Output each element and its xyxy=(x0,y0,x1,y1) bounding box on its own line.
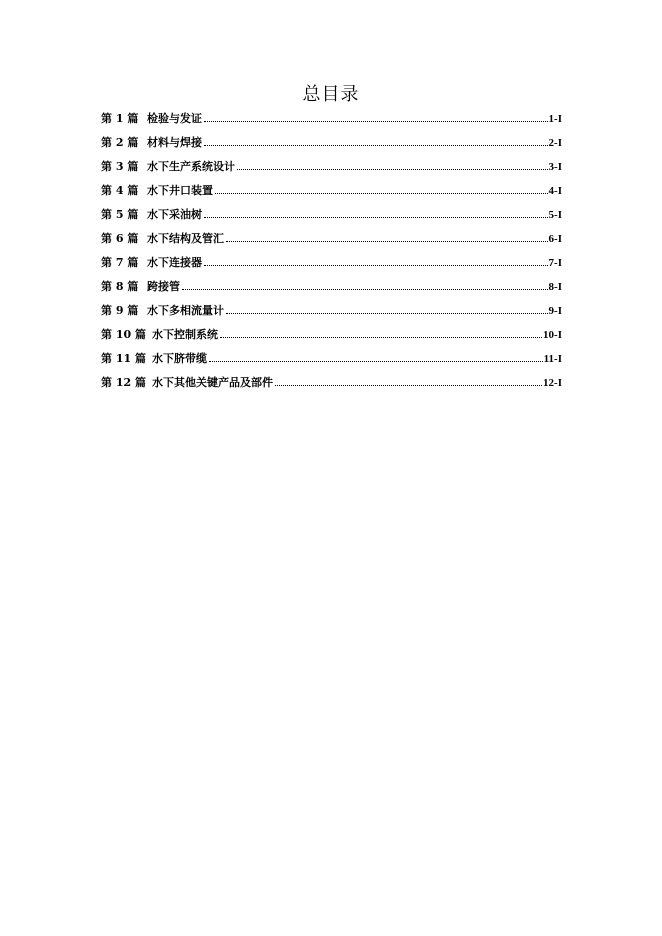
dot-leader xyxy=(182,288,548,290)
dot-leader xyxy=(204,264,548,266)
toc-part-number: 第 3 篇 xyxy=(101,160,139,173)
toc-page-number: 2-I xyxy=(548,137,562,149)
toc-entry-title: 水下采油树 xyxy=(147,208,202,221)
toc-page-number: 10-I xyxy=(543,329,562,341)
toc-part-number: 第 4 篇 xyxy=(101,184,139,197)
toc-part-number: 第 9 篇 xyxy=(101,304,139,317)
toc-part-number: 第 5 篇 xyxy=(101,208,139,221)
toc-page-number: 5-I xyxy=(548,209,562,221)
toc-entry-title: 水下井口装置 xyxy=(147,184,213,197)
toc-page-number: 9-I xyxy=(548,305,562,317)
toc-entry[interactable] xyxy=(101,278,562,302)
toc-page-number: 3-I xyxy=(548,161,562,173)
toc-entry-title: 材料与焊接 xyxy=(147,136,202,149)
toc-page-number: 6-I xyxy=(548,233,562,245)
toc-entry[interactable] xyxy=(101,374,562,398)
toc-entry-title: 检验与发证 xyxy=(147,112,202,125)
dot-leader xyxy=(215,192,548,194)
toc-page-number: 11-I xyxy=(543,353,562,365)
toc-entry[interactable] xyxy=(101,302,562,326)
dot-leader xyxy=(237,168,548,170)
toc-page-number: 1-I xyxy=(548,113,562,125)
toc-part-number: 第 12 篇 xyxy=(101,376,146,389)
toc-entry-title: 水下其他关键产品及部件 xyxy=(152,376,273,389)
toc-page-number: 4-I xyxy=(548,185,562,197)
dot-leader xyxy=(209,360,543,362)
toc-entry-title: 水下生产系统设计 xyxy=(147,160,235,173)
toc-entry[interactable] xyxy=(101,350,562,374)
dot-leader xyxy=(226,240,548,242)
toc-entry-title: 水下多相流量计 xyxy=(147,304,224,317)
toc-entry[interactable] xyxy=(101,206,562,230)
toc-entry[interactable] xyxy=(101,254,562,278)
toc-entry[interactable] xyxy=(101,158,562,182)
toc-page-number: 8-I xyxy=(548,281,562,293)
toc-entry-title: 水下连接器 xyxy=(147,256,202,269)
page-title: 总目录 xyxy=(302,84,360,105)
toc-entry-title: 水下脐带缆 xyxy=(152,352,207,365)
dot-leader xyxy=(204,120,548,122)
toc-entry[interactable] xyxy=(101,230,562,254)
toc-part-number: 第 6 篇 xyxy=(101,232,139,245)
dot-leader xyxy=(226,312,548,314)
dot-leader xyxy=(204,216,548,218)
toc-entry[interactable] xyxy=(101,134,562,158)
dot-leader xyxy=(204,144,548,146)
toc-part-number: 第 1 篇 xyxy=(101,112,139,125)
toc-page-number: 7-I xyxy=(548,257,562,269)
toc-entry[interactable] xyxy=(101,326,562,350)
table-of-contents xyxy=(101,110,562,398)
toc-part-number: 第 10 篇 xyxy=(101,328,146,341)
toc-part-number: 第 7 篇 xyxy=(101,256,139,269)
toc-entry-title: 跨接管 xyxy=(147,280,180,293)
toc-part-number: 第 11 篇 xyxy=(101,352,146,365)
toc-part-number: 第 8 篇 xyxy=(101,280,139,293)
toc-entry-title: 水下结构及管汇 xyxy=(147,232,224,245)
toc-entry[interactable] xyxy=(101,182,562,206)
toc-entry[interactable] xyxy=(101,110,562,134)
toc-page-number: 12-I xyxy=(543,377,562,389)
toc-entry-title: 水下控制系统 xyxy=(152,328,218,341)
toc-part-number: 第 2 篇 xyxy=(101,136,139,149)
dot-leader xyxy=(220,336,542,338)
dot-leader xyxy=(275,384,542,386)
